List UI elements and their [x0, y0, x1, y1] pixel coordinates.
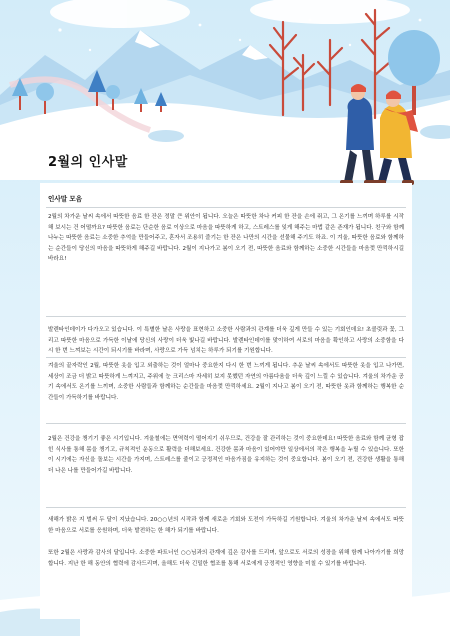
section-label: 인사말 모음 [48, 195, 83, 203]
paragraph-divider [46, 423, 406, 424]
greeting-paragraph: 2월은 건강을 챙기기 좋은 시기입니다. 겨울철에는 면역력이 떨어지기 쉬우므로, 건강을 잘 관리하는 것이 중요한데요! 따뜻한 음료와 함께 균형 잡힌 식사를 통해 몸을 챙기고, 규칙적인 운동으로 활력을 더해보세요. 건강한 몸과 마음이 있어야만 일상에서의 작은 행복을 누릴 수 있습니다. 또한 이 시기에는 자신을 돌보는 시간을 가지며, 스트레스를 줄이고 긍정적인 마음가짐을 유지하는 것이 중요합니다. 봄이 오기 전, 건강한 생활을 통해 더 나은 나를 만들어가길 바랍니다. [48, 436, 404, 474]
greeting-paragraph: 또한 2월은 사랑과 감사의 달입니다. 소중한 파트너인 ○○님과의 관계에 깊은 감사를 드리며, 앞으로도 서로의 성장을 위해 함께 나아가기를 희망합니다. 지난 한 해 동안의 협력에 감사드리며, 올해도 더욱 긴밀한 협조를 통해 서로에게 긍정적인 영향을 미칠 수 있기를 바랍니다. [48, 550, 404, 567]
greeting-paragraph: 2월의 차가운 날씨 속에서 따뜻한 음료 한 잔은 정말 큰 위안이 됩니다. 오늘은 따뜻한 차나 커피 한 잔을 손에 쥐고, 그 온기를 느끼며 하루를 시작해 보시는 건 어떨까요? 따뜻한 음료는 단순한 음료 이상으로 마음을 따뜻하게 하고, 스트레스를 잊게 해주는 마법 같은 존재가 됩니다. 친구와 함께 나누는 따뜻한 음료는 소중한 추억을 만들어주고, 혼자서 조용히 즐기는 한 잔은 나만의 시간을 선물해 주기도 하죠. 이 겨울, 따뜻한 음료와 함께하는 순간들이 당신의 마음을 따뜻하게 해주길 바랍니다. 2월이 지나가고 봄이 오기 전, 따뜻한 음료와 함께하는 소중한 시간들을 마음껏 만끽하시길 바라요! [48, 214, 404, 263]
greeting-paragraph: 새해가 밝은 지 벌써 두 달이 지났습니다. 20○○년의 시작과 함께 새로운 기회와 도전이 가득하길 기원합니다. 겨울의 차가운 날씨 속에서도 따뜻한 마음으로 서로를 응원하며, 더욱 발전하는 한 해가 되기를 바랍니다. [48, 517, 404, 534]
section-divider [46, 207, 406, 208]
paragraph-divider [46, 357, 406, 358]
page-title: 2월의 인사말 [48, 155, 128, 170]
paragraph-divider [46, 316, 406, 317]
greeting-paragraph: 발렌타인데이가 다가오고 있습니다. 이 특별한 날은 사랑을 표현하고 소중한 사람과의 관계를 더욱 깊게 만들 수 있는 기회인데요! 초콜릿과 꽃, 그리고 따뜻한 마음으로 가득한 이날에 당신의 사랑이 더욱 빛나길 바랍니다. 발렌타인데이를 맞이하여 서로의 마음을 확인하고 사랑의 소중함을 다시 한 번 느껴보는 시간이 되시기를 바라며, 사랑으로 가득 넘치는 하루가 되기를 기원합니다. [48, 327, 404, 355]
paragraph-divider [46, 507, 406, 508]
greeting-paragraph: 겨울의 끝자락인 2월, 따뜻한 옷을 입고 외출하는 것이 얼마나 중요한지 다시 한 번 느끼게 됩니다. 추운 날씨 속에서도 따뜻한 옷을 입고 나가면, 세상이 조금 더 밝고 따뜻하게 느껴지고, 주위에 눈 크리스마 자세히 보지 못했던 자연의 아름다움을 더욱 깊이 느낄 수 있습니다. 겨울의 차가운 공기 속에서도 온기를 느끼며, 소중한 사람들과 함께하는 순간들을 마음껏 만끽하세요. 2월이 지나고 봄이 오기 전, 따뜻한 옷과 함께하는 행복한 순간들이 가득하기를 바랍니다. [48, 363, 404, 401]
